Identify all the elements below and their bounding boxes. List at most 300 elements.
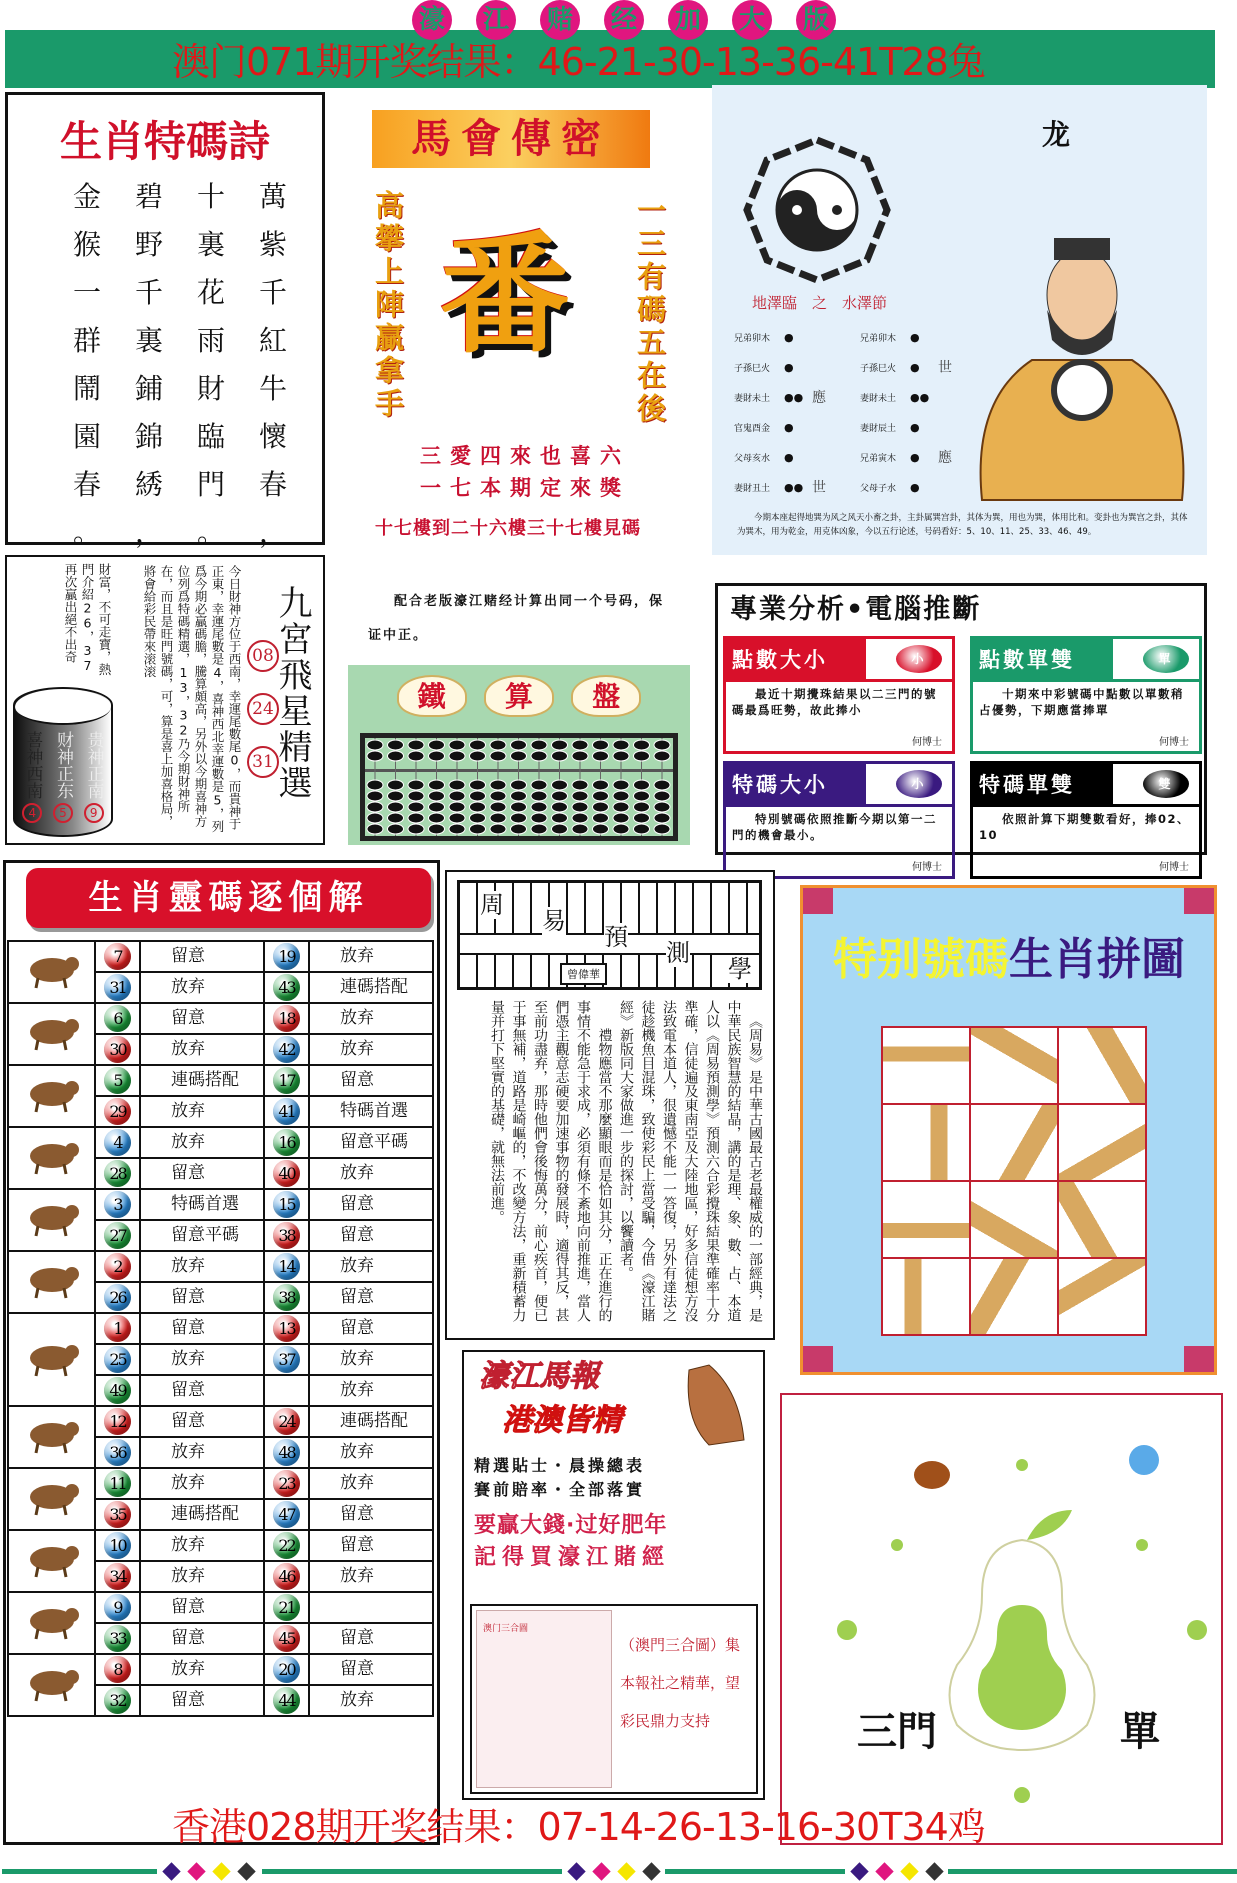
yao-mark: ● (910, 360, 920, 374)
yao-label: 子孫巳火 (860, 363, 897, 374)
hk-result: 香港028期开奖结果：07-14-26-13-16-30T34鸡 (172, 1805, 985, 1849)
number-ball: 38 (273, 1222, 300, 1249)
number-ball: 36 (104, 1439, 131, 1466)
table-row (8, 1127, 433, 1158)
yao-mark: ● (784, 360, 794, 374)
puzzle-tile[interactable] (1058, 1104, 1146, 1181)
number-ball: 44 (273, 1687, 300, 1714)
yao-label: 妻財未土 (860, 393, 897, 404)
table-row (8, 1406, 433, 1437)
ad-description: （澳門三合圖）集本報社之精華，望彩民鼎力支持 (620, 1636, 741, 1730)
yijing-title-char: 預 (604, 923, 628, 951)
diamond-ornament (187, 1862, 205, 1880)
advice-text: 連碼搭配 (140, 1499, 264, 1530)
yao-line (860, 442, 952, 472)
advice-text: 放弃 (140, 1654, 264, 1685)
puzzle-tile[interactable] (1058, 1258, 1146, 1335)
rat-image (8, 941, 95, 1003)
yijing-paragraph-1: 《周易》是中華古國最古老最權威的一部經典，是中華民族智慧的結晶，講的是理、象、數、占、本道人以《周易預測學》預測六合彩攪珠結果準確率十分準確，信徒遍及東南亞及大陸地區，好多信徒想方沒法致電本道人，很遺憾不能一一答復，另外有達法之徒趁機魚目混珠，致使彩民上當受騙，今借《濠江賭經》新版同大家做進一步的探討，以饗讀者。 (618, 1000, 763, 1322)
advice-text: 放弃 (309, 1468, 433, 1499)
advice-text: 留意 (140, 1282, 264, 1313)
advice-text: 放弃 (309, 1561, 433, 1592)
abacus-image (360, 733, 678, 841)
number-ball: 7 (104, 943, 131, 970)
number-ball: 24 (273, 1408, 300, 1435)
bagua-text: 今期本座起得地巽为风之风天小畜之卦，主卦属巽宫卦，其体为巽，用也为巽，体用比和。变卦也为巽宫之卦，其体为巽木，用为乾金，用克体凶象，今以五行论述，号码看好：5、10、11、25、33、46、49。 (737, 513, 1188, 537)
advice-text: 連碼搭配 (309, 1406, 433, 1437)
masthead-char: 版 (796, 0, 836, 40)
analysis-badge: 小 (896, 645, 942, 673)
poem-char: 鬧 (72, 372, 101, 405)
poem-char: 千 (258, 276, 287, 309)
analysis-badge: 單 (1143, 645, 1189, 673)
yao-line (860, 322, 952, 352)
number-ball: 49 (104, 1377, 131, 1404)
advice-text: 留意 (309, 1499, 433, 1530)
diamond-ornament (875, 1862, 893, 1880)
jiugong-numbers (247, 640, 279, 799)
number-ball: 46 (273, 1563, 300, 1590)
poem-char: ， (134, 516, 163, 549)
yijing-panel (445, 870, 775, 1340)
analysis-signature: 何博士 (1159, 862, 1189, 873)
advice-text: 留意 (140, 1406, 264, 1437)
pear-illustration (782, 1395, 1222, 1845)
number-ball: 2 (104, 1253, 131, 1280)
advice-text: 留意 (309, 1282, 433, 1313)
poem-char: 萬 (258, 180, 287, 213)
ad-promo2: 記得買濠江賭經 (474, 1545, 671, 1570)
number-ball: 3 (104, 1191, 131, 1218)
diamond-ornament (567, 1862, 585, 1880)
number-ball: 25 (104, 1346, 131, 1373)
number-ball: 38 (273, 1284, 300, 1311)
yao-label: 妻財未土 (734, 393, 771, 404)
yijing-title-char: 易 (542, 907, 566, 935)
analysis-box-title: 點數大小 (732, 648, 828, 672)
pear-left-label: 三門 (857, 1709, 937, 1755)
advice-text: 放弃 (140, 1530, 264, 1561)
poem-char: 紅 (258, 324, 287, 357)
puzzle-tile[interactable] (1058, 1027, 1146, 1104)
cylinder-label: 喜神西南 (22, 731, 43, 799)
poem-char: 群 (72, 324, 101, 357)
advice-text: 留意 (140, 1685, 264, 1716)
number-ball: 5 (104, 1067, 131, 1094)
puzzle-tile[interactable] (970, 1027, 1058, 1104)
number-ball: 27 (104, 1222, 131, 1249)
number-ball: 32 (104, 1687, 131, 1714)
diamond-ornament (592, 1862, 610, 1880)
number-ball: 12 (104, 1408, 131, 1435)
advice-text: 留意 (140, 1158, 264, 1189)
yao-line (860, 382, 952, 412)
advice-text: 留意平碼 (140, 1220, 264, 1251)
ad-thumbnail-box (470, 1604, 758, 1794)
analysis-box-text: 依照計算下期雙數看好，捧02、10 (973, 804, 1199, 847)
number-ball: 6 (104, 1005, 131, 1032)
diamond-ornament (900, 1862, 918, 1880)
puzzle-tile[interactable] (970, 1258, 1058, 1335)
advice-text: 留意 (140, 1375, 264, 1406)
poem-char: 園 (72, 420, 101, 453)
advice-text: 留意 (309, 1654, 433, 1685)
poem-char: 裏 (134, 324, 163, 357)
masthead-char: 大 (732, 0, 772, 40)
analysis-badge: 雙 (1143, 770, 1189, 798)
mahui-left-vertical: 高攀上陣贏拿手 (371, 190, 405, 421)
number-ball: 30 (104, 1036, 131, 1063)
yijing-title-char: 測 (666, 939, 690, 967)
puzzle-title-b: 生肖拼圖 (1009, 934, 1185, 985)
jiugong-number: 24 (247, 693, 279, 725)
masthead-char: 赌 (540, 0, 580, 40)
yijing-title-char: 周 (480, 891, 504, 919)
masthead-char: 濠 (412, 0, 452, 40)
poem-char: 野 (134, 228, 163, 261)
cylinder-label: 财神正东 (52, 731, 73, 799)
advice-text: 放弃 (309, 1344, 433, 1375)
mahui-big-char: 番 (440, 218, 571, 371)
yao-mark: ● (784, 450, 794, 464)
number-ball: 9 (104, 1594, 131, 1621)
advice-text: 放弃 (309, 1003, 433, 1034)
advice-text: 留意 (309, 1189, 433, 1220)
yao-mark: ● (784, 420, 794, 434)
number-ball: 14 (273, 1253, 300, 1280)
jiugong-title: 九宮飛星精選 (272, 585, 312, 801)
monkey-image (8, 1468, 95, 1530)
advice-text: 放弃 (309, 941, 433, 972)
yao-label: 子孫巳火 (734, 363, 771, 374)
yao-mark: ●● (784, 390, 804, 404)
yao-mark: ● (910, 480, 920, 494)
horse-image (8, 1313, 95, 1406)
snake-image (8, 1251, 95, 1313)
advice-text: 留意 (309, 1065, 433, 1096)
number-ball: 21 (273, 1594, 300, 1621)
yao-line (734, 382, 826, 412)
advice-text: 放弃 (309, 1251, 433, 1282)
masthead-char: 加 (668, 0, 708, 40)
abacus-title-char: 算 (484, 675, 554, 717)
zodiac-puzzle-grid (881, 1026, 1147, 1336)
puzzle-tile[interactable] (882, 1104, 970, 1181)
advice-text: 放弃 (140, 1096, 264, 1127)
yao-line (734, 412, 826, 442)
table-row (8, 1468, 433, 1499)
diamond-ornament (212, 1862, 230, 1880)
yao-mark: ● (784, 330, 794, 344)
pear-right-label: 單 (1120, 1709, 1160, 1755)
puzzle-tile[interactable] (882, 1027, 970, 1104)
number-ball: 17 (273, 1067, 300, 1094)
table-row (8, 1065, 433, 1096)
cylinder-label: 贵神正南 (83, 731, 104, 799)
advice-text: 放弃 (140, 972, 264, 1003)
cylinder-number: 9 (84, 803, 104, 823)
poem-char: 一 (72, 276, 101, 309)
number-ball: 40 (273, 1160, 300, 1187)
bagua-panel (712, 85, 1207, 555)
table-row (8, 1313, 433, 1344)
advice-text: 留意 (309, 1623, 433, 1654)
puzzle-panel (800, 885, 1217, 1375)
mahui-line2: 一七本期定來獎 (420, 475, 630, 500)
rooster-image (8, 1530, 95, 1592)
analysis-box-title: 特碼單雙 (979, 773, 1075, 797)
number-ball: 8 (104, 1656, 131, 1683)
advice-text: 連碼搭配 (140, 1065, 264, 1096)
advice-text: 留意 (140, 941, 264, 972)
number-ball: 37 (273, 1346, 300, 1373)
poem-char: 懷 (258, 420, 287, 453)
diamond-ornament (617, 1862, 635, 1880)
yao-mark: ●● (784, 480, 804, 494)
number-ball: 33 (104, 1625, 131, 1652)
analysis-box (723, 636, 955, 754)
yao-position: 世 (812, 480, 826, 496)
zodiac-code-table (7, 940, 434, 1717)
puzzle-tile[interactable] (882, 1181, 970, 1258)
pig-image (8, 1654, 95, 1716)
advice-text: 留意 (140, 1003, 264, 1034)
diamond-ornament (642, 1862, 660, 1880)
advice-text: 放弃 (309, 1437, 433, 1468)
analysis-panel (715, 583, 1207, 873)
yao-position: 世 (938, 360, 952, 376)
yao-label: 妻財辰土 (860, 423, 897, 434)
analysis-signature: 何博士 (912, 737, 942, 748)
yao-line (734, 352, 826, 382)
number-ball: 4 (104, 1129, 131, 1156)
yao-line (860, 472, 952, 502)
table-row (8, 1251, 433, 1282)
rabbit-image (8, 1127, 95, 1189)
analysis-badge: 小 (896, 770, 942, 798)
number-ball: 13 (273, 1315, 300, 1342)
advice-text: 放弃 (309, 1375, 433, 1406)
number-ball: 35 (104, 1501, 131, 1528)
yao-position: 應 (938, 450, 952, 466)
analysis-signature: 何博士 (1159, 737, 1189, 748)
analysis-box-title: 點數單雙 (979, 648, 1075, 672)
yao-line (734, 322, 826, 352)
puzzle-tile[interactable] (970, 1104, 1058, 1181)
puzzle-title-a: 特别號碼 (833, 934, 1009, 985)
dragon-image (8, 1189, 95, 1251)
yao-position: 應 (812, 390, 826, 406)
jiugong-panel (5, 555, 325, 845)
number-ball: 16 (273, 1129, 300, 1156)
number-ball: 45 (273, 1625, 300, 1652)
poem-char: 十 (196, 180, 225, 213)
yao-label: 妻財丑土 (734, 483, 771, 494)
poem-char: 錦 (134, 420, 163, 453)
hexagram-label: 地澤臨 之 水澤節 (752, 294, 888, 312)
table-row (8, 1189, 433, 1220)
diamond-ornament (162, 1862, 180, 1880)
number-ball: 48 (273, 1439, 300, 1466)
poem-char: 裏 (196, 228, 225, 261)
number-ball: 15 (273, 1191, 300, 1218)
number-ball: 11 (104, 1470, 131, 1497)
yijing-header (457, 880, 762, 990)
poem-title: 生肖特碼詩 (59, 117, 270, 166)
advice-text: 留意 (309, 1530, 433, 1561)
number-ball: 43 (273, 974, 300, 1001)
ad-brand: 濠江馬報 (479, 1359, 599, 1394)
yijing-title-char: 學 (728, 955, 752, 983)
advice-text: 特碼首選 (140, 1189, 264, 1220)
poem-char: 猴 (72, 228, 101, 261)
masthead-char: 江 (476, 0, 516, 40)
masthead-char: 经 (604, 0, 644, 40)
number-ball: 26 (104, 1284, 131, 1311)
analysis-box (970, 761, 1202, 879)
macau-result: 澳门071期开奖结果：46-21-30-13-36-41T28兔 (172, 40, 985, 84)
mahui-line3: 十七樓到二十六樓三十七樓見碼 (375, 518, 641, 539)
puzzle-tile[interactable] (1058, 1181, 1146, 1258)
poem-grid (56, 179, 304, 551)
yao-mark: ●● (910, 390, 930, 404)
analysis-title: 專業分析•電腦推斷 (730, 594, 982, 625)
yao-line (860, 352, 952, 382)
advice-text: 留意 (140, 1623, 264, 1654)
analysis-box (970, 636, 1202, 754)
table-row (8, 1592, 433, 1623)
advice-text: 放弃 (309, 1034, 433, 1065)
number-ball: 41 (273, 1098, 300, 1125)
ad-line1: 精選貼士・晨操總表 (474, 1456, 646, 1475)
advice-text: 放弃 (140, 1437, 264, 1468)
table-row (8, 1530, 433, 1561)
yao-mark: ● (910, 330, 920, 344)
number-ball: 1 (104, 1315, 131, 1342)
rooster-icon (914, 1461, 950, 1489)
advice-text: 留意 (309, 1313, 433, 1344)
advice-text: 特碼首選 (309, 1096, 433, 1127)
advice-text: 放弃 (140, 1127, 264, 1158)
yao-label: 兄弟卯木 (734, 333, 771, 344)
abacus-title-char: 鐵 (397, 675, 467, 717)
poem-char: 。 (196, 516, 225, 549)
poem-char: 花 (196, 276, 225, 309)
number-ball: 42 (273, 1036, 300, 1063)
yao-line (860, 412, 952, 442)
advice-text: 放弃 (140, 1344, 264, 1375)
poem-char: 鋪 (134, 372, 163, 405)
tiger-image (8, 1065, 95, 1127)
bagua-yinyang-icon (742, 135, 892, 285)
advice-text: 留意 (140, 1313, 264, 1344)
advice-text: 放弃 (140, 1468, 264, 1499)
diamond-ornament (925, 1862, 943, 1880)
cylinder-number: 5 (53, 803, 73, 823)
jiugong-number: 31 (247, 746, 279, 778)
ad-slogan: 港澳皆精 (502, 1403, 622, 1438)
puzzle-tile[interactable] (882, 1258, 970, 1335)
table-row (8, 1654, 433, 1685)
poem-char: 雨 (196, 324, 225, 357)
yao-line (734, 442, 826, 472)
yijing-paragraph-2: 禮物應當不那麼顯眼而是恰如其分，正在進行的事情不能急于求成，必須有條不紊地向前推進，當人們憑主觀意志硬要加速事物的發展時，適得其反，甚至前功盡弃，那時他們會後悔萬分，前心疾首，便已于事無補，道路是崎嶇的，不改變方法，重新積蓄力量并打下堅實的基礎，就無法前進。 (489, 1000, 613, 1322)
poem-char: 財 (196, 372, 225, 405)
poem-char: 碧 (134, 180, 163, 213)
jiugong-number: 08 (247, 640, 279, 672)
poem-char: 門 (196, 468, 225, 501)
table-row (8, 1003, 433, 1034)
zodiac-poem-panel (5, 92, 325, 549)
yao-label: 父母亥水 (734, 453, 771, 464)
thumb-title: 澳门三合圖 (483, 1624, 529, 1634)
analysis-box-title: 特碼大小 (732, 773, 828, 797)
goat-image (8, 1406, 95, 1468)
number-ball: 47 (273, 1501, 300, 1528)
ad-line2: 賽前賠率・全部落實 (474, 1480, 646, 1499)
advice-text: 連碼搭配 (309, 972, 433, 1003)
poem-char: 金 (72, 180, 101, 213)
number-ball: 28 (104, 1160, 131, 1187)
zodiac-table-title: 生肖靈碼逐個解 (26, 868, 431, 928)
diamond-ornament (850, 1862, 868, 1880)
analysis-box-text: 特別號碼依照推斷今期以第一二門的機會最小。 (726, 804, 952, 847)
analysis-box-text: 最近十期攪珠結果以二三門的號碼最爲旺勢，故此捧小 (726, 679, 952, 722)
number-ball: 31 (104, 974, 131, 1001)
yao-label: 父母子水 (860, 483, 897, 494)
number-ball: 22 (273, 1532, 300, 1559)
bagua-zodiac: 龙 (1042, 118, 1071, 151)
advice-text: 放弃 (309, 1685, 433, 1716)
analysis-signature: 何博士 (912, 862, 942, 873)
number-ball: 34 (104, 1563, 131, 1590)
yao-mark: ● (910, 420, 920, 434)
poem-char: 牛 (258, 372, 287, 405)
diamond-ornament (237, 1862, 255, 1880)
poem-char: ， (258, 516, 287, 549)
advice-text: 放弃 (309, 1158, 433, 1189)
number-ball: 23 (273, 1470, 300, 1497)
mahui-note: 配合老版濠江赌经计算出同一个号码，保证中正。 (368, 594, 665, 643)
ad-promo1: 要贏大錢·过好肥年 (474, 1513, 668, 1538)
poem-char: 綉 (134, 468, 163, 501)
advice-text: 留意 (309, 1220, 433, 1251)
poem-char: 春 (72, 468, 101, 501)
abacus-title-char: 盤 (571, 675, 641, 717)
number-ball: 20 (273, 1656, 300, 1683)
poem-char: 紫 (258, 228, 287, 261)
sage-figure (962, 200, 1202, 510)
table-row (8, 941, 433, 972)
ox-image (8, 1003, 95, 1065)
cylinder (13, 687, 113, 837)
ad-panel (462, 1350, 765, 1800)
advice-text (309, 1592, 433, 1623)
number-ball: 19 (273, 943, 300, 970)
horse-head-image (669, 1360, 749, 1450)
sanhe-thumbnail (476, 1610, 612, 1788)
jiugong-tail: 財富，不可走寶，熱門介紹26，37再次贏出絕不出奇 (63, 563, 112, 676)
mahui-line1: 三愛四來也喜六 (420, 443, 630, 468)
yao-line (734, 472, 826, 502)
poem-char: 春 (258, 468, 287, 501)
pear-panel (780, 1393, 1223, 1845)
advice-text: 放弃 (140, 1034, 264, 1065)
dog-image (8, 1592, 95, 1654)
yao-label: 兄弟寅木 (860, 453, 897, 464)
puzzle-tile[interactable] (970, 1181, 1058, 1258)
poem-char: 臨 (196, 420, 225, 453)
